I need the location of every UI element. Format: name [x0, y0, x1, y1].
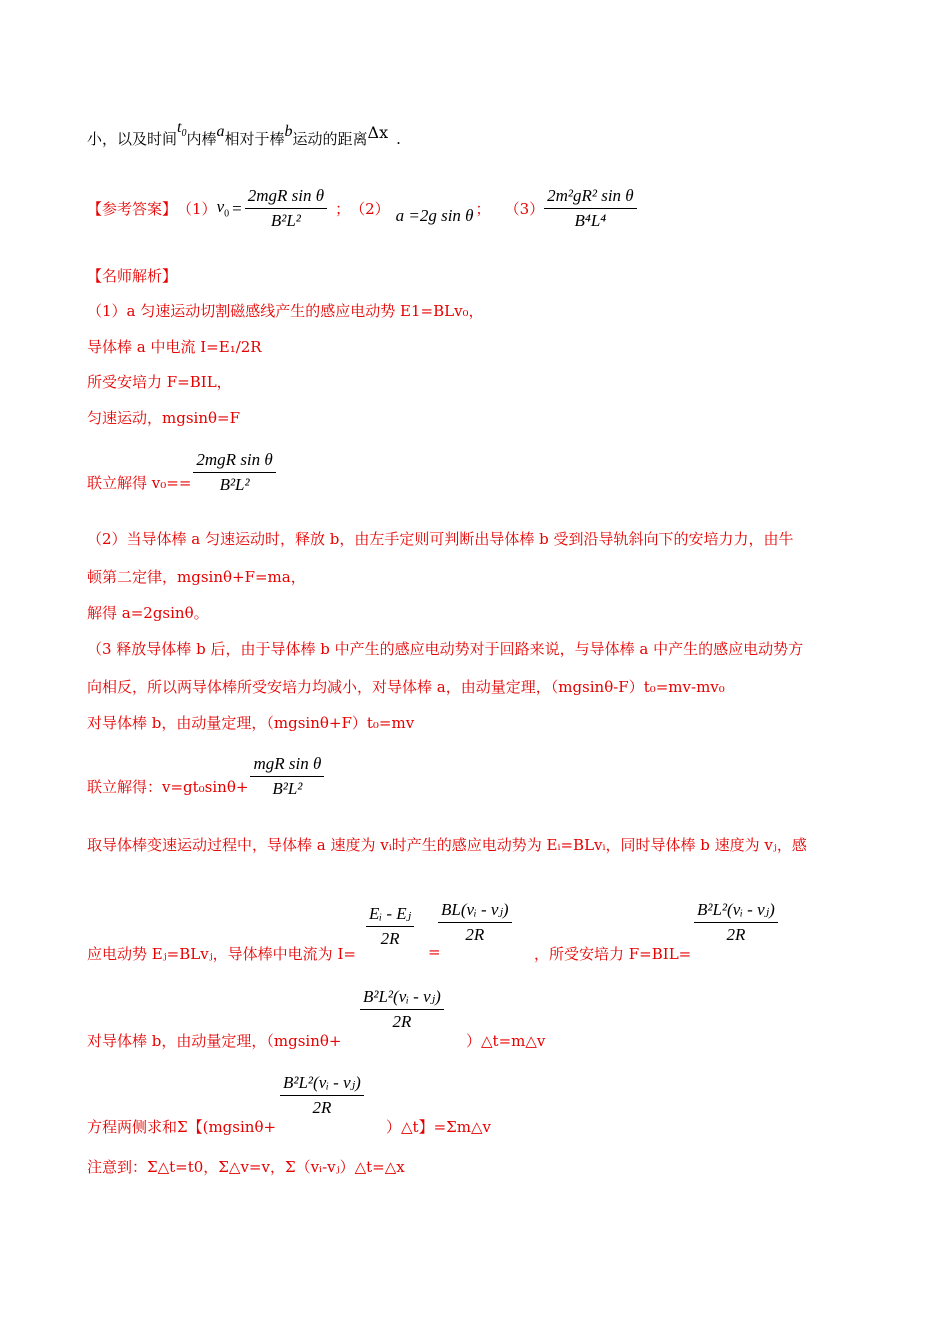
v-sub: 0: [224, 208, 230, 220]
answer-p1-eq: =: [232, 198, 242, 218]
analysis-line-3: 所受安培力 F=BIL，: [87, 373, 232, 391]
l12-denominator: B²L²: [272, 779, 303, 798]
l14-fraction-1: [366, 904, 414, 949]
t0-var-letter: t: [177, 119, 182, 136]
analysis-line-7: 顿第二定律，mgsinθ+F=ma，: [87, 568, 306, 586]
l12-fraction: [250, 754, 324, 799]
v-letter: v: [216, 197, 225, 217]
analysis-line-12-text: 联立解得：v=gt₀sinθ+: [87, 778, 249, 796]
answer-p1-denominator: B²L²: [270, 211, 301, 230]
l14-f2-numerator: BL(vᵢ - vⱼ): [438, 900, 512, 923]
analysis-line-14-text-a: 应电动势 Eⱼ=BLvⱼ，导体棒中电流为 I=: [87, 945, 356, 963]
l14-f1-numerator: Eᵢ - Eⱼ: [366, 904, 414, 927]
analysis-line-10: 向相反，所以两导体棒所受安培力均减小，对导体棒 a，由动量定理，（mgsinθ-F）t₀=mv-mv₀: [87, 678, 725, 696]
l14-fraction-3: [694, 900, 778, 945]
analysis-line-4: 匀速运动，mgsinθ=F: [87, 409, 240, 427]
a-variable: a: [216, 123, 225, 140]
answer-p1-fraction: [245, 186, 327, 231]
analysis-line-1: （1）a 匀速运动切割磁感线产生的感应电动势 E1=BLv₀，: [87, 302, 484, 320]
l14-fraction-2: [438, 900, 512, 945]
analysis-line-8: 解得 a=2gsinθ。: [87, 604, 209, 622]
analysis-line-11: 对导体棒 b，由动量定理，（mgsinθ+F）t₀=mv: [87, 714, 415, 732]
l14-f2-denominator: 2R: [465, 925, 485, 944]
answer-p1-label: （1）: [177, 200, 217, 218]
t0-sub: 0: [181, 128, 187, 140]
answer-sep-2: ；: [475, 200, 491, 218]
l14-f3-denominator: 2R: [726, 925, 746, 944]
l16-fraction: [280, 1073, 364, 1118]
answer-p3-denominator: B⁴L⁴: [574, 211, 607, 230]
analysis-line-16-text-a: 方程两侧求和Σ【(mgsinθ+: [87, 1118, 277, 1136]
answer-p3-fraction: [544, 186, 637, 231]
analysis-heading: 【名师解析】: [87, 267, 178, 285]
l14-text-b: ，所受安培力 F=BIL=: [534, 945, 692, 963]
answer-p1-lhs: [217, 197, 230, 219]
analysis-line-17: 注意到：Σ△t=t0，Σ△v=v，Σ（vᵢ-vⱼ）△t=△x: [87, 1158, 405, 1176]
analysis-line-2: 导体棒 a 中电流 I=E₁/2R: [87, 338, 262, 356]
intro-text-2: 内棒: [186, 130, 217, 148]
l15-denominator: 2R: [392, 1012, 412, 1031]
l12-numerator: mgR sin θ: [250, 754, 324, 777]
intro-text-1: 小，以及时间: [87, 130, 178, 148]
analysis-line-9: （3 释放导体棒 b 后，由于导体棒 b 中产生的感应电动势对于回路来说，与导体棒 a 中产生的感应电动势方: [87, 640, 804, 658]
l16-denominator: 2R: [312, 1098, 332, 1117]
analysis-line-15-text-a: 对导体棒 b，由动量定理，（mgsinθ+: [87, 1032, 342, 1050]
answer-heading: 【参考答案】: [87, 200, 178, 218]
l15-numerator: B²L²(vᵢ - vⱼ): [360, 987, 444, 1010]
answer-p1-numerator: 2mgR sin θ: [245, 186, 327, 209]
answer-sep-1: ；: [335, 200, 351, 218]
delta-x: Δx: [367, 123, 389, 142]
answer-p2-label: （2）: [350, 200, 390, 218]
l16-text-b: ）△t】=Σm△v: [386, 1118, 491, 1136]
answer-p2-expr: a =2g sin θ: [395, 205, 474, 225]
answer-line: [87, 186, 637, 231]
analysis-line-5: [87, 450, 276, 495]
b-variable: b: [284, 123, 293, 140]
analysis-line-5-text: 联立解得 v₀==: [87, 474, 192, 492]
l15-text-b: ）△t=m△v: [466, 1032, 546, 1050]
l15-fraction: [360, 987, 444, 1032]
l5-fraction: [193, 450, 275, 495]
intro-line: [87, 119, 401, 151]
answer-p3-numerator: 2m²gR² sin θ: [544, 186, 637, 209]
l14-equals: =: [428, 943, 441, 961]
t0-variable: [177, 119, 187, 140]
analysis-line-12: [87, 754, 324, 799]
l5-denominator: B²L²: [219, 475, 250, 494]
l5-numerator: 2mgR sin θ: [193, 450, 275, 473]
l14-f3-numerator: B²L²(vᵢ - vⱼ): [694, 900, 778, 923]
analysis-line-13: 取导体棒变速运动过程中，导体棒 a 速度为 vᵢ时产生的感应电动势为 Eᵢ=BLvᵢ，同时导体棒 b 速度为 vⱼ，感: [87, 836, 807, 854]
intro-period: .: [396, 130, 401, 148]
intro-text-3: 相对于棒: [224, 130, 285, 148]
l16-numerator: B²L²(vᵢ - vⱼ): [280, 1073, 364, 1096]
intro-text-4: 运动的距离: [292, 130, 368, 148]
analysis-line-6: （2）当导体棒 a 匀速运动时，释放 b，由左手定则可判断出导体棒 b 受到沿导轨斜向下的安培力力，由牛: [87, 530, 794, 548]
l14-f1-denominator: 2R: [380, 929, 400, 948]
answer-p3-label: （3）: [504, 200, 545, 218]
